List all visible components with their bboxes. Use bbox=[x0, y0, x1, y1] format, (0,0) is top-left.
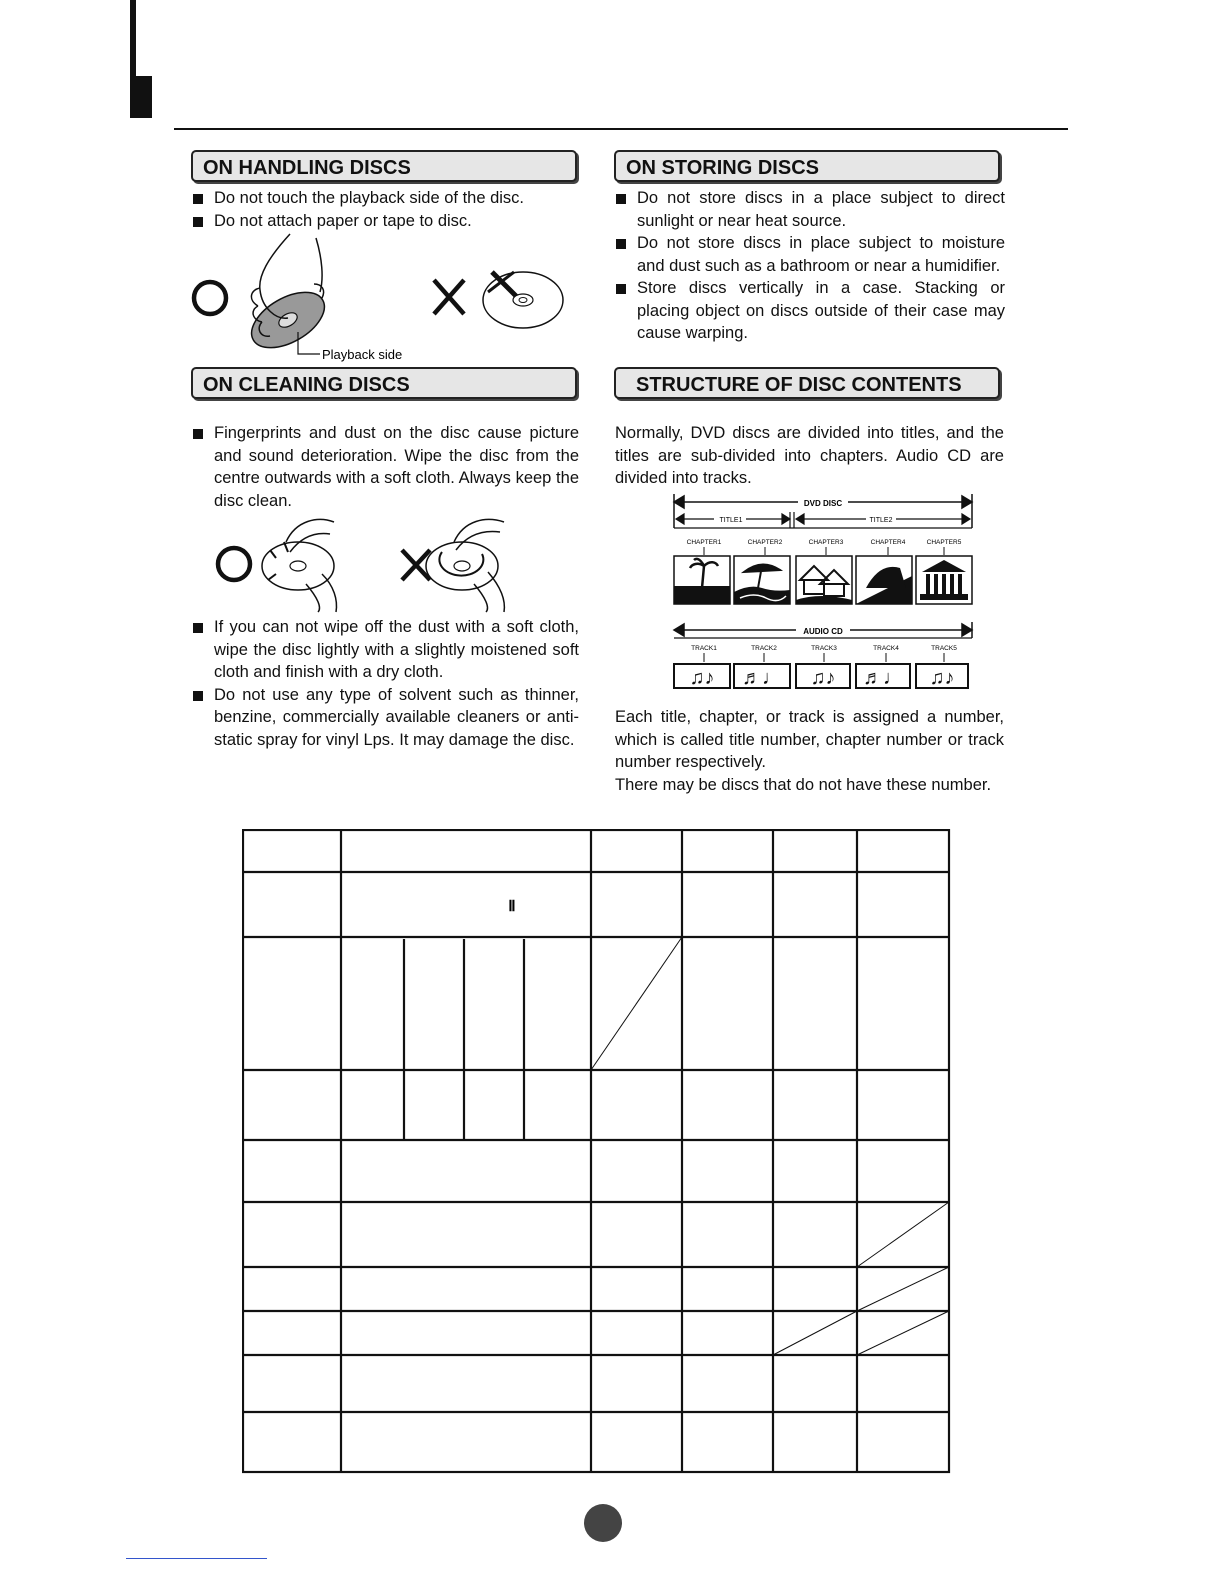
handling-bullet-1: Do not touch the playback side of the disc. bbox=[193, 187, 583, 210]
track5-notes: ♫♪ bbox=[929, 667, 955, 689]
track2-notes: ♬♩ bbox=[742, 667, 782, 689]
track3-label: TRACK3 bbox=[811, 645, 837, 652]
chapter1-label: CHAPTER1 bbox=[686, 539, 722, 546]
chapter2-label: CHAPTER2 bbox=[747, 539, 783, 546]
cleaning-bullet-3: Do not use any type of solvent such as thinner, benzine, commercially available cleaners or anti-static spray for vinyl Lps. It may damage the disc. bbox=[193, 684, 579, 752]
cleaning-bullets-2 bbox=[193, 616, 579, 751]
spec-table bbox=[242, 829, 952, 1475]
chapter3-label: CHAPTER3 bbox=[808, 539, 844, 546]
chapter5-label: CHAPTER5 bbox=[926, 539, 962, 546]
cleaning-bullet-1: Fingerprints and dust on the disc cause picture and sound deterioration. Wipe the disc from the centre outwards with a soft cloth. Always keep the disc clean. bbox=[193, 422, 579, 512]
cleaning-bullets-1 bbox=[193, 422, 579, 512]
structure-outro bbox=[615, 706, 1004, 796]
wipe-circular-disc-icon bbox=[426, 519, 504, 612]
structure-outro-1: Each title, chapter, or track is assigned a number, which is called title number, chapter number or track number respectively. bbox=[615, 708, 1004, 771]
dvd-disc-label: DVD DISC bbox=[803, 499, 843, 508]
ng-cross-icon bbox=[434, 280, 464, 314]
track3-notes: ♫♪ bbox=[810, 667, 836, 689]
ok-circle-icon bbox=[194, 282, 226, 314]
handling-header: ON HANDLING DISCS bbox=[191, 150, 577, 182]
wipe-outward-disc-icon bbox=[262, 519, 336, 612]
playback-side-caption: Playback side bbox=[322, 347, 403, 362]
cleaning-header: ON CLEANING DISCS bbox=[191, 367, 577, 399]
audio-cd-label: AUDIO CD bbox=[803, 627, 843, 636]
title1-label: TITLE1 bbox=[719, 517, 743, 524]
structure-intro: Normally, DVD discs are divided into titles, and the titles are sub-divided into chapters. Audio CD are divided into tracks. bbox=[615, 424, 1004, 487]
table-diagonals bbox=[591, 937, 949, 1355]
chapter4-label: CHAPTER4 bbox=[870, 539, 906, 546]
hand-holding-disc-icon bbox=[242, 234, 333, 359]
track4-notes: ♬♩ bbox=[863, 667, 903, 689]
page-tab-block bbox=[130, 76, 152, 118]
table-roman-numeral: Ⅱ bbox=[508, 898, 516, 915]
cleaning-illustration bbox=[206, 512, 526, 616]
ok-circle-icon bbox=[218, 548, 250, 580]
structure-header: STRUCTURE OF DISC CONTENTS bbox=[614, 367, 1000, 399]
handling-illustration bbox=[188, 228, 588, 366]
cleaning-bullet-2: If you can not wipe off the dust with a soft cloth, wipe the disc lightly with a slightly moistened soft cloth and finish with a dry cloth. bbox=[193, 616, 579, 684]
track4-label: TRACK4 bbox=[873, 645, 899, 652]
disc-with-tape-icon bbox=[483, 272, 563, 328]
track5-label: TRACK5 bbox=[931, 645, 957, 652]
storing-bullet-2: Do not store discs in place subject to moisture and dust such as a bathroom or near a humidifier. bbox=[616, 232, 1005, 277]
track1-label: TRACK1 bbox=[691, 645, 717, 652]
footer-link-line bbox=[126, 1558, 267, 1559]
storing-bullet-3: Store discs vertically in a case. Stacking or placing object on discs outside of their case may cause warping. bbox=[616, 277, 1005, 345]
disc-structure-diagram bbox=[670, 492, 980, 692]
header-rule bbox=[174, 128, 1068, 130]
storing-bullet-1: Do not store discs in a place subject to direct sunlight or near heat source. bbox=[616, 187, 1005, 232]
storing-header: ON STORING DISCS bbox=[614, 150, 1000, 182]
structure-outro-2: There may be discs that do not have these number. bbox=[615, 775, 992, 794]
track2-label: TRACK2 bbox=[751, 645, 777, 652]
track1-notes: ♫♪ bbox=[689, 667, 715, 689]
storing-bullets bbox=[616, 187, 1005, 345]
chapter-thumbnails bbox=[674, 556, 972, 604]
handling-bullets bbox=[193, 187, 583, 232]
track-thumbnails bbox=[674, 664, 968, 689]
handling-bullet-2: Do not attach paper or tape to disc. bbox=[193, 210, 583, 233]
page-number-dot bbox=[584, 1504, 622, 1542]
title2-label: TITLE2 bbox=[869, 517, 893, 524]
